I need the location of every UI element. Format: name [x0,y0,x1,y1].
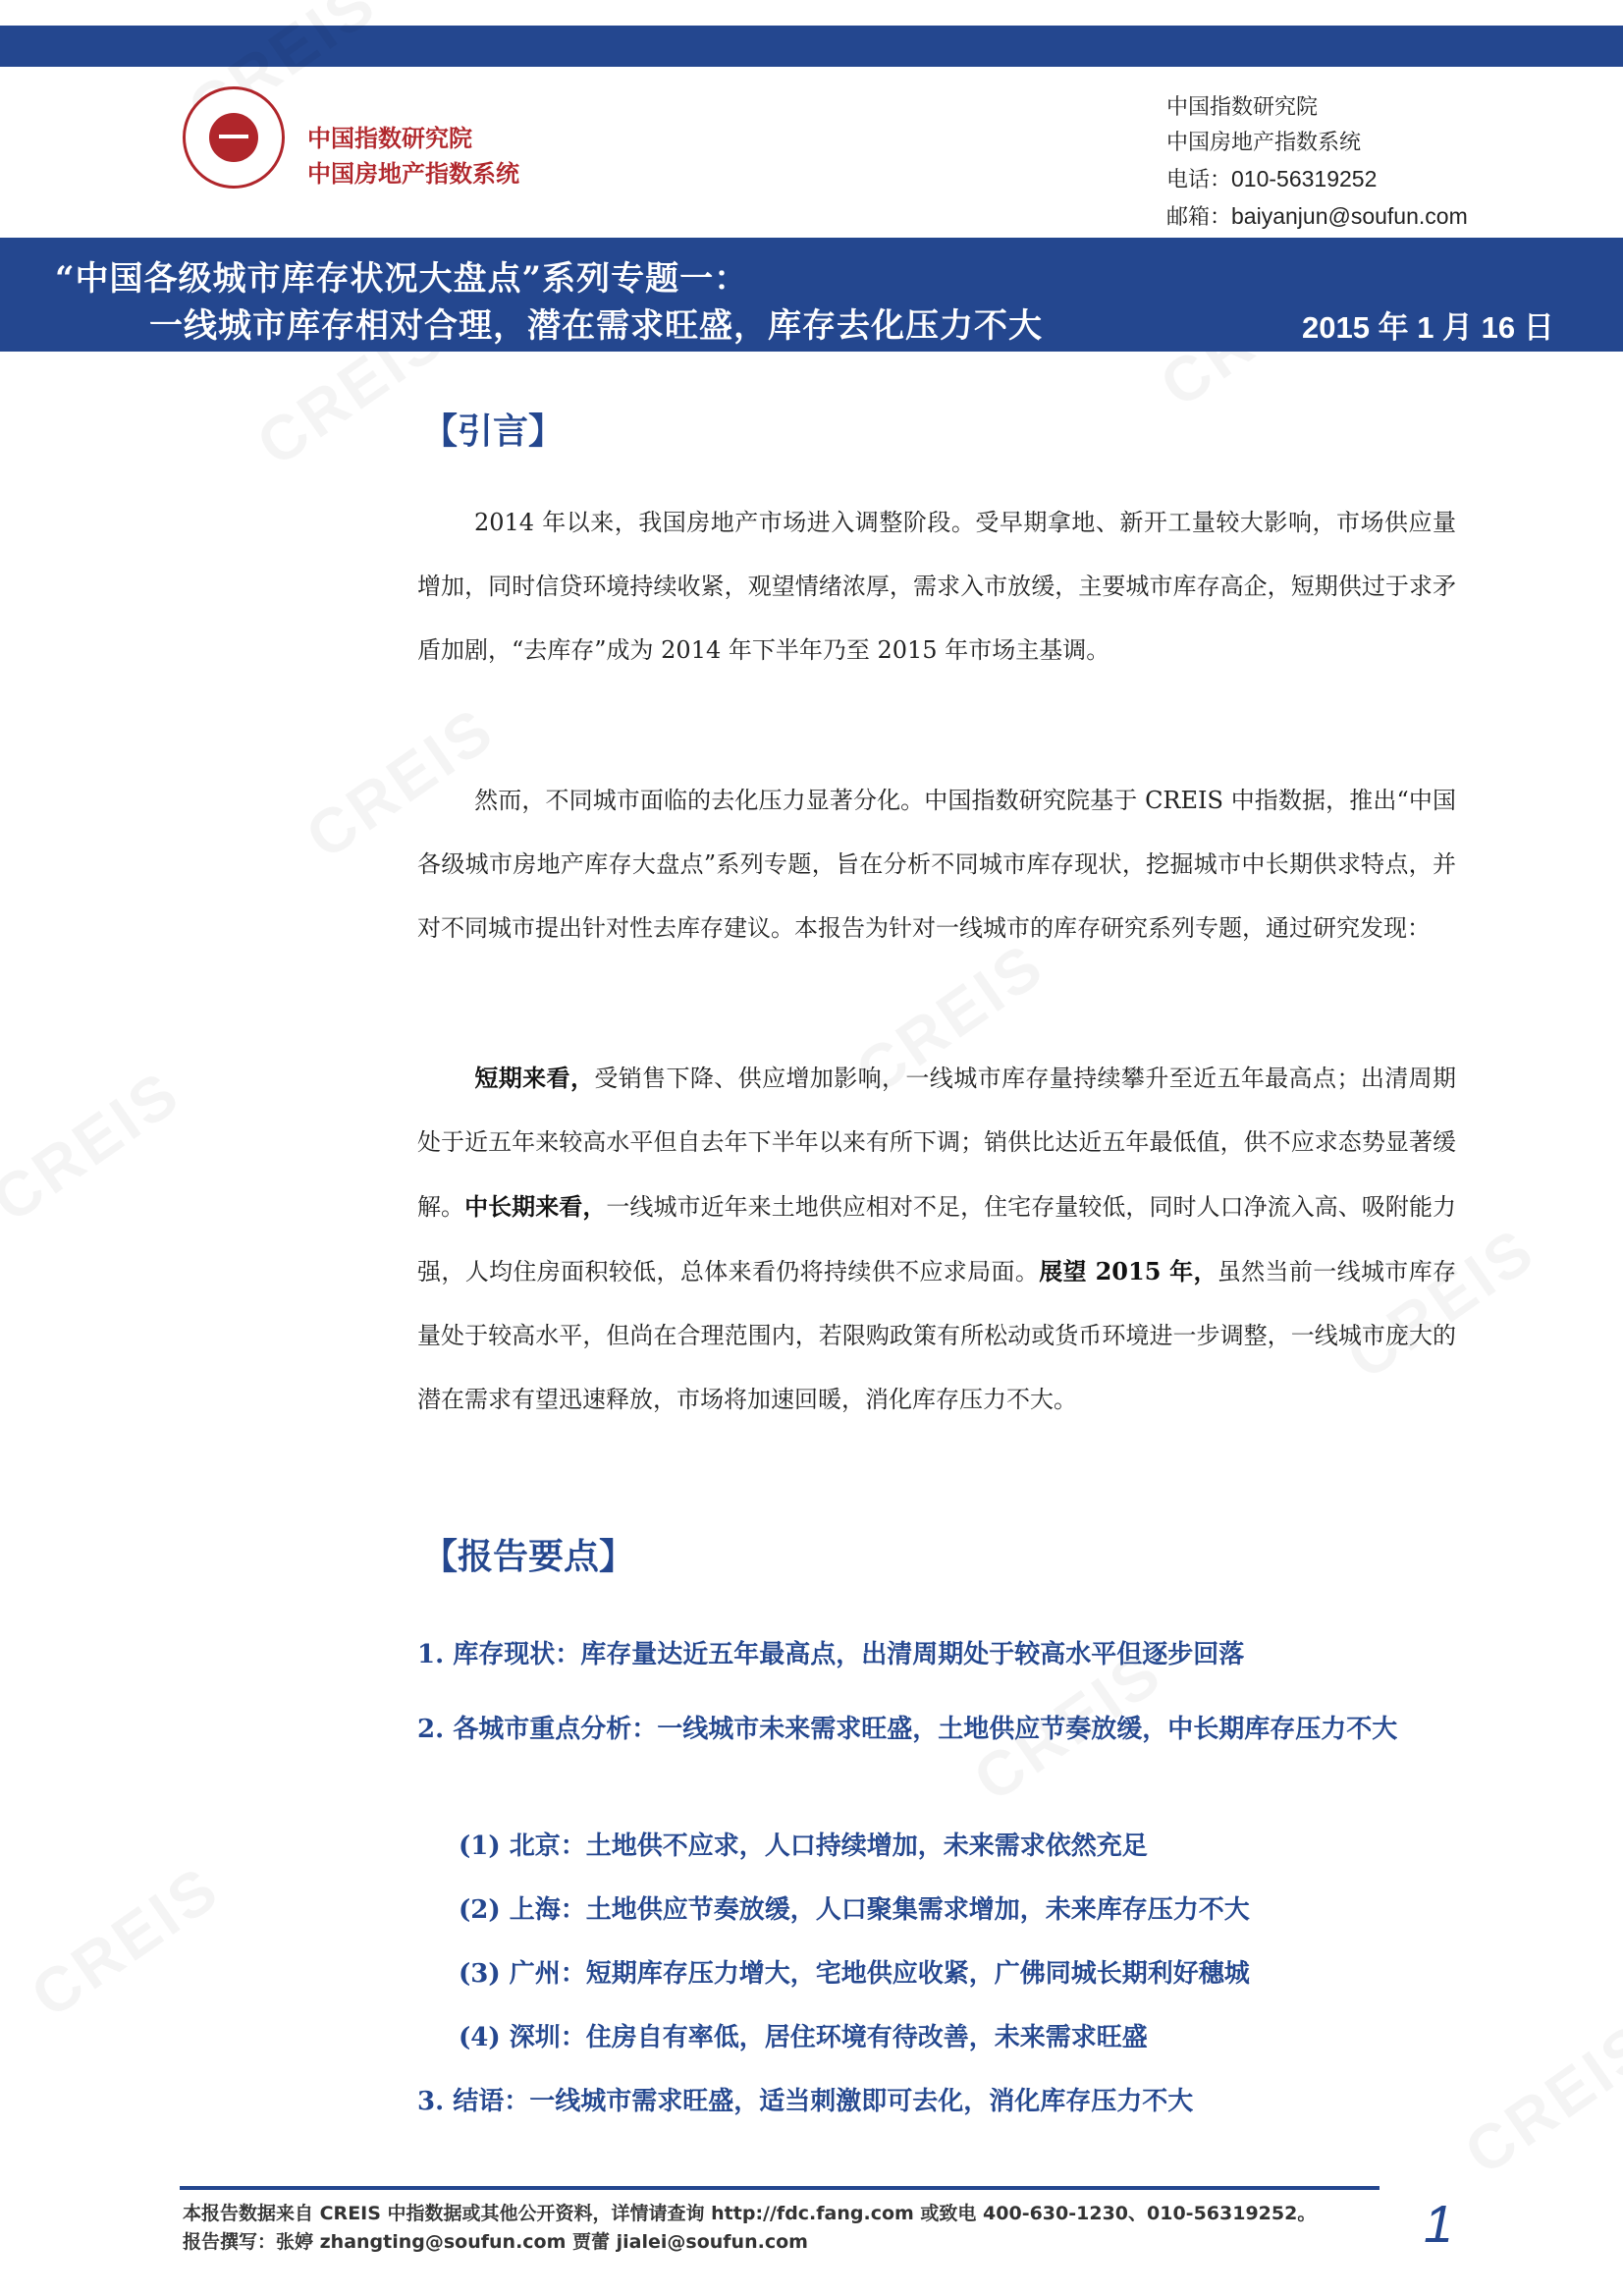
contact-email[interactable]: 邮箱：baiyanjun@soufun.com [1166,203,1468,230]
report-date: 2015 年 1 月 16 日 [1302,310,1554,345]
main-title: 一线城市库存相对合理，潜在需求旺盛，库存去化压力不大 [149,306,1043,346]
intro-paragraph-2: 然而，不同城市面临的去化压力显著分化。中国指数研究院基于 CREIS 中指数据，推出“中国各级城市房地产库存大盘点”系列专题，旨在分析不同城市库存现状，挖掘城市中长期供求特点，并对不同城市提出针对性去库存建议。本报告为针对一线城市的库存研究系列专题，通过研究发现： [417,787,1456,942]
key-point-2-shenzhen: (4) 深圳：住房自有率低，居住环境有待改善，未来需求旺盛 [459,2023,1148,2052]
watermark [18,1851,233,2032]
footer-divider [180,2186,1380,2190]
series-title: “中国各级城市库存状况大盘点”系列专题一： [55,259,749,299]
key-point-2-guangzhou: (3) 广州：短期库存压力增大，宅地供应收紧，广佛同城长期利好穗城 [459,1959,1250,1989]
contact-system: 中国房地产指数系统 [1166,131,1362,155]
key-point-2: 2. 各城市重点分析：一线城市未来需求旺盛，土地供应节奏放缓，中长期库存压力不大 [417,1715,1398,1744]
intro-paragraph-1: 2014 年以来，我国房地产市场进入调整阶段。受早期拿地、新开工量较大影响，市场供应量增加，同时信贷环境持续收紧，观望情绪浓厚，需求入市放缓，主要城市库存高企，短期供过于求矛盾加剧，“去库存”成为 2014 年下半年乃至 2015 年市场主基调。 [417,509,1456,664]
org-subname: 中国房地产指数系统 [307,160,519,188]
title-band [0,238,1623,352]
org-name: 中国指数研究院 [307,125,472,152]
contact-block [1166,90,1468,236]
contact-org: 中国指数研究院 [1166,95,1319,120]
footer-source: 本报告数据来自 CREIS 中指数据或其他公开资料，详情请查询 http://fdc.fang.com 或致电 400-630-1230、010-56319252。 [183,2203,1317,2224]
intro-paragraph-3: 短期来看，受销售下降、供应增加影响，一线城市库存量持续攀升至近五年最高点；出清周期处于近五年来较高水平但自去年下半年以来有所下调；销供比达近五年最低值，供不应求态势显著缓解。中长期来看，一线城市近年来土地供应相对不足，住宅存量较低，同时人口净流入高、吸附能力强，人均住房面积较低，总体来看仍将持续供不应求局面。展望 2015 年，虽然当前一线城市库存量处于较高水平，但尚在合理范围内，若限购政策有所松动或货币环境进一步调整，一线城市庞大的潜在需求有望迅速释放，市场将加速回暖，消化库存压力不大。 [417,1064,1457,1413]
key-point-3: 3. 结语：一线城市需求旺盛，适当刺激即可去化，消化库存压力不大 [417,2087,1194,2116]
key-point-1: 1. 库存现状：库存量达近五年最高点，出清周期处于较高水平但逐步回落 [417,1640,1245,1669]
key-point-2-shanghai: (2) 上海：土地供应节奏放缓，人口聚集需求增加，未来库存压力不大 [459,1895,1250,1925]
intro-heading: 【引言】 [422,410,565,452]
footer-authors: 报告撰写：张婷 zhangting@soufun.com 贾蕾 jialei@soufun.com [183,2231,808,2253]
key-points-heading: 【报告要点】 [422,1536,635,1577]
watermark [1451,2008,1623,2189]
watermark [0,1056,193,1236]
key-point-2-beijing: (1) 北京：土地供不应求，人口持续增加，未来需求依然充足 [459,1831,1148,1861]
page-number: 1 [1424,2195,1454,2254]
contact-phone: 电话：010-56319252 [1166,166,1378,192]
china-index-academy-logo [183,86,285,189]
